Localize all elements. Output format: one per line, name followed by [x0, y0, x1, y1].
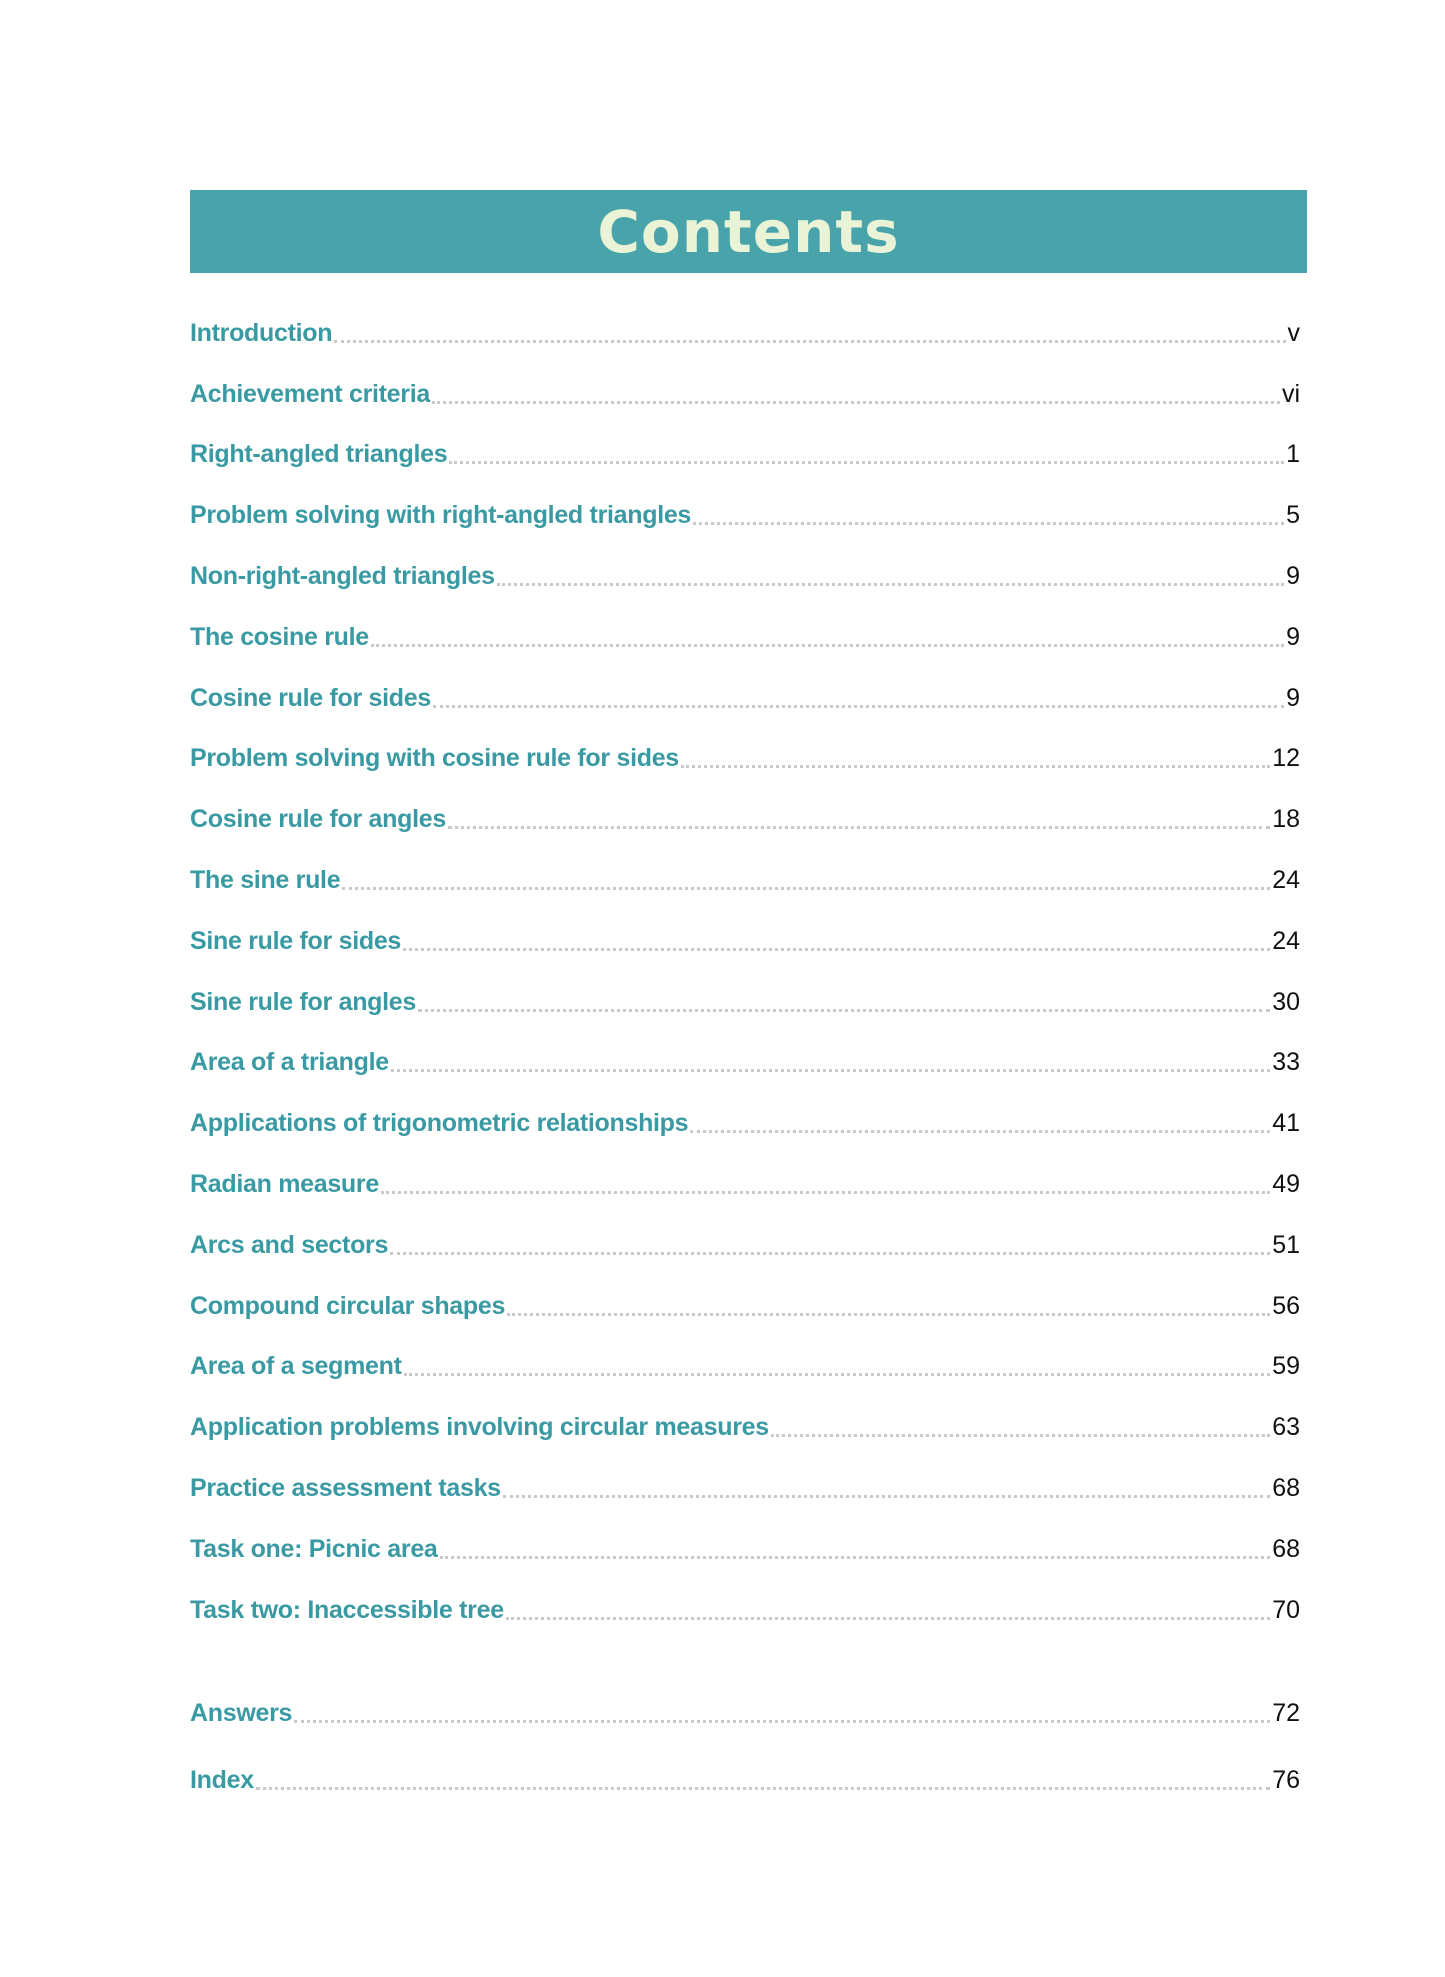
- dot-leader: [440, 1556, 1271, 1559]
- dot-leader: [433, 705, 1284, 708]
- toc-entry[interactable]: [190, 1032, 1300, 1093]
- toc-entry[interactable]: [190, 606, 1300, 667]
- contents-list: [190, 302, 1300, 1640]
- toc-entry[interactable]: [190, 1275, 1300, 1336]
- toc-page-number: 76: [1272, 1766, 1300, 1794]
- toc-entry-title[interactable]: The sine rule: [190, 865, 341, 894]
- toc-entry-title[interactable]: Compound circular shapes: [190, 1291, 506, 1320]
- toc-entry[interactable]: [190, 1518, 1300, 1579]
- page-title: Contents: [597, 197, 900, 266]
- toc-entry[interactable]: [190, 1457, 1300, 1518]
- dot-leader: [432, 401, 1280, 404]
- toc-entry-title[interactable]: Cosine rule for angles: [190, 805, 446, 834]
- dot-leader: [403, 948, 1270, 951]
- toc-entry[interactable]: [190, 667, 1300, 728]
- toc-page-number: 18: [1272, 805, 1300, 834]
- toc-page-number: 70: [1272, 1595, 1300, 1624]
- dot-leader: [506, 1617, 1270, 1620]
- toc-entry-title[interactable]: Sine rule for angles: [190, 987, 417, 1016]
- toc-entry[interactable]: [190, 1153, 1300, 1214]
- dot-leader: [342, 887, 1270, 890]
- toc-page-number: 24: [1272, 926, 1300, 955]
- toc-entry[interactable]: [190, 1743, 1300, 1810]
- toc-page-number: vi: [1281, 379, 1300, 408]
- toc-entry[interactable]: [190, 1092, 1300, 1153]
- back-matter-list: [190, 1676, 1300, 1810]
- dot-leader: [507, 1313, 1270, 1316]
- dot-leader: [418, 1009, 1270, 1012]
- toc-entry-title[interactable]: Problem solving with cosine rule for sides: [190, 744, 679, 773]
- toc-entry-title[interactable]: Arcs and sectors: [190, 1230, 389, 1259]
- toc-page-number: 5: [1286, 501, 1300, 530]
- toc-entry-title[interactable]: Answers: [190, 1699, 293, 1727]
- toc-page-number: 9: [1286, 561, 1300, 590]
- dot-leader: [693, 522, 1284, 525]
- toc-entry[interactable]: [190, 1579, 1300, 1640]
- toc-entry[interactable]: [190, 910, 1300, 971]
- toc-page-number: 51: [1272, 1230, 1300, 1259]
- toc-entry-title[interactable]: Introduction: [190, 318, 333, 347]
- toc-entry-title[interactable]: Problem solving with right-angled triangles: [190, 501, 692, 530]
- toc-entry-title[interactable]: Area of a segment: [190, 1352, 402, 1381]
- toc-entry-title[interactable]: Index: [190, 1766, 254, 1794]
- toc-entry[interactable]: [190, 545, 1300, 606]
- toc-entry[interactable]: [190, 849, 1300, 910]
- toc-page-number: 9: [1286, 683, 1300, 712]
- dot-leader: [381, 1191, 1270, 1194]
- toc-page-number: 41: [1272, 1109, 1300, 1138]
- contents-banner: [190, 190, 1307, 273]
- toc-page-number: 49: [1272, 1169, 1300, 1198]
- toc-entry-title[interactable]: Cosine rule for sides: [190, 683, 431, 712]
- toc-page-number: 33: [1272, 1048, 1300, 1077]
- toc-entry-title[interactable]: Non-right-angled triangles: [190, 561, 495, 590]
- toc-entry[interactable]: [190, 363, 1300, 424]
- dot-leader: [681, 765, 1270, 768]
- toc-page-number: 68: [1272, 1534, 1300, 1563]
- toc-entry[interactable]: [190, 1396, 1300, 1457]
- toc-entry-title[interactable]: Practice assessment tasks: [190, 1473, 501, 1502]
- dot-leader: [497, 583, 1284, 586]
- toc-entry-title[interactable]: Radian measure: [190, 1169, 379, 1198]
- dot-leader: [294, 1720, 1270, 1723]
- toc-page-number: 12: [1272, 744, 1300, 773]
- toc-page-number: 63: [1272, 1413, 1300, 1442]
- toc-entry[interactable]: [190, 424, 1300, 485]
- toc-entry[interactable]: [190, 728, 1300, 789]
- toc-page-number: v: [1287, 318, 1300, 347]
- toc-entry-title[interactable]: Application problems involving circular measures: [190, 1413, 769, 1442]
- toc-page-number: 24: [1272, 865, 1300, 894]
- toc-entry-title[interactable]: Achievement criteria: [190, 379, 430, 408]
- toc-entry[interactable]: [190, 788, 1300, 849]
- toc-entry-title[interactable]: The cosine rule: [190, 622, 369, 651]
- toc-entry[interactable]: [190, 1336, 1300, 1397]
- dot-leader: [690, 1130, 1270, 1133]
- toc-page-number: 72: [1272, 1699, 1300, 1727]
- dot-leader: [256, 1787, 1270, 1790]
- toc-page-number: 68: [1272, 1473, 1300, 1502]
- toc-entry-title[interactable]: Area of a triangle: [190, 1048, 389, 1077]
- dot-leader: [391, 1069, 1270, 1072]
- dot-leader: [371, 644, 1284, 647]
- toc-page-number: 59: [1272, 1352, 1300, 1381]
- toc-entry-title[interactable]: Right-angled triangles: [190, 440, 448, 469]
- dot-leader: [771, 1434, 1270, 1437]
- toc-page-number: 1: [1286, 440, 1300, 469]
- dot-leader: [334, 340, 1285, 343]
- dot-leader: [390, 1252, 1270, 1255]
- dot-leader: [448, 826, 1270, 829]
- toc-entry[interactable]: [190, 971, 1300, 1032]
- dot-leader: [503, 1495, 1270, 1498]
- toc-page-number: 30: [1272, 987, 1300, 1016]
- toc-entry-title[interactable]: Task one: Picnic area: [190, 1534, 438, 1563]
- toc-page-number: 56: [1272, 1291, 1300, 1320]
- toc-entry-title[interactable]: Task two: Inaccessible tree: [190, 1595, 504, 1624]
- toc-entry[interactable]: [190, 1214, 1300, 1275]
- toc-entry-title[interactable]: Applications of trigonometric relationships: [190, 1109, 689, 1138]
- dot-leader: [404, 1373, 1271, 1376]
- toc-page-number: 9: [1286, 622, 1300, 651]
- dot-leader: [449, 461, 1284, 464]
- toc-entry-title[interactable]: Sine rule for sides: [190, 926, 402, 955]
- toc-entry[interactable]: [190, 484, 1300, 545]
- toc-entry[interactable]: [190, 1676, 1300, 1743]
- toc-entry[interactable]: [190, 302, 1300, 363]
